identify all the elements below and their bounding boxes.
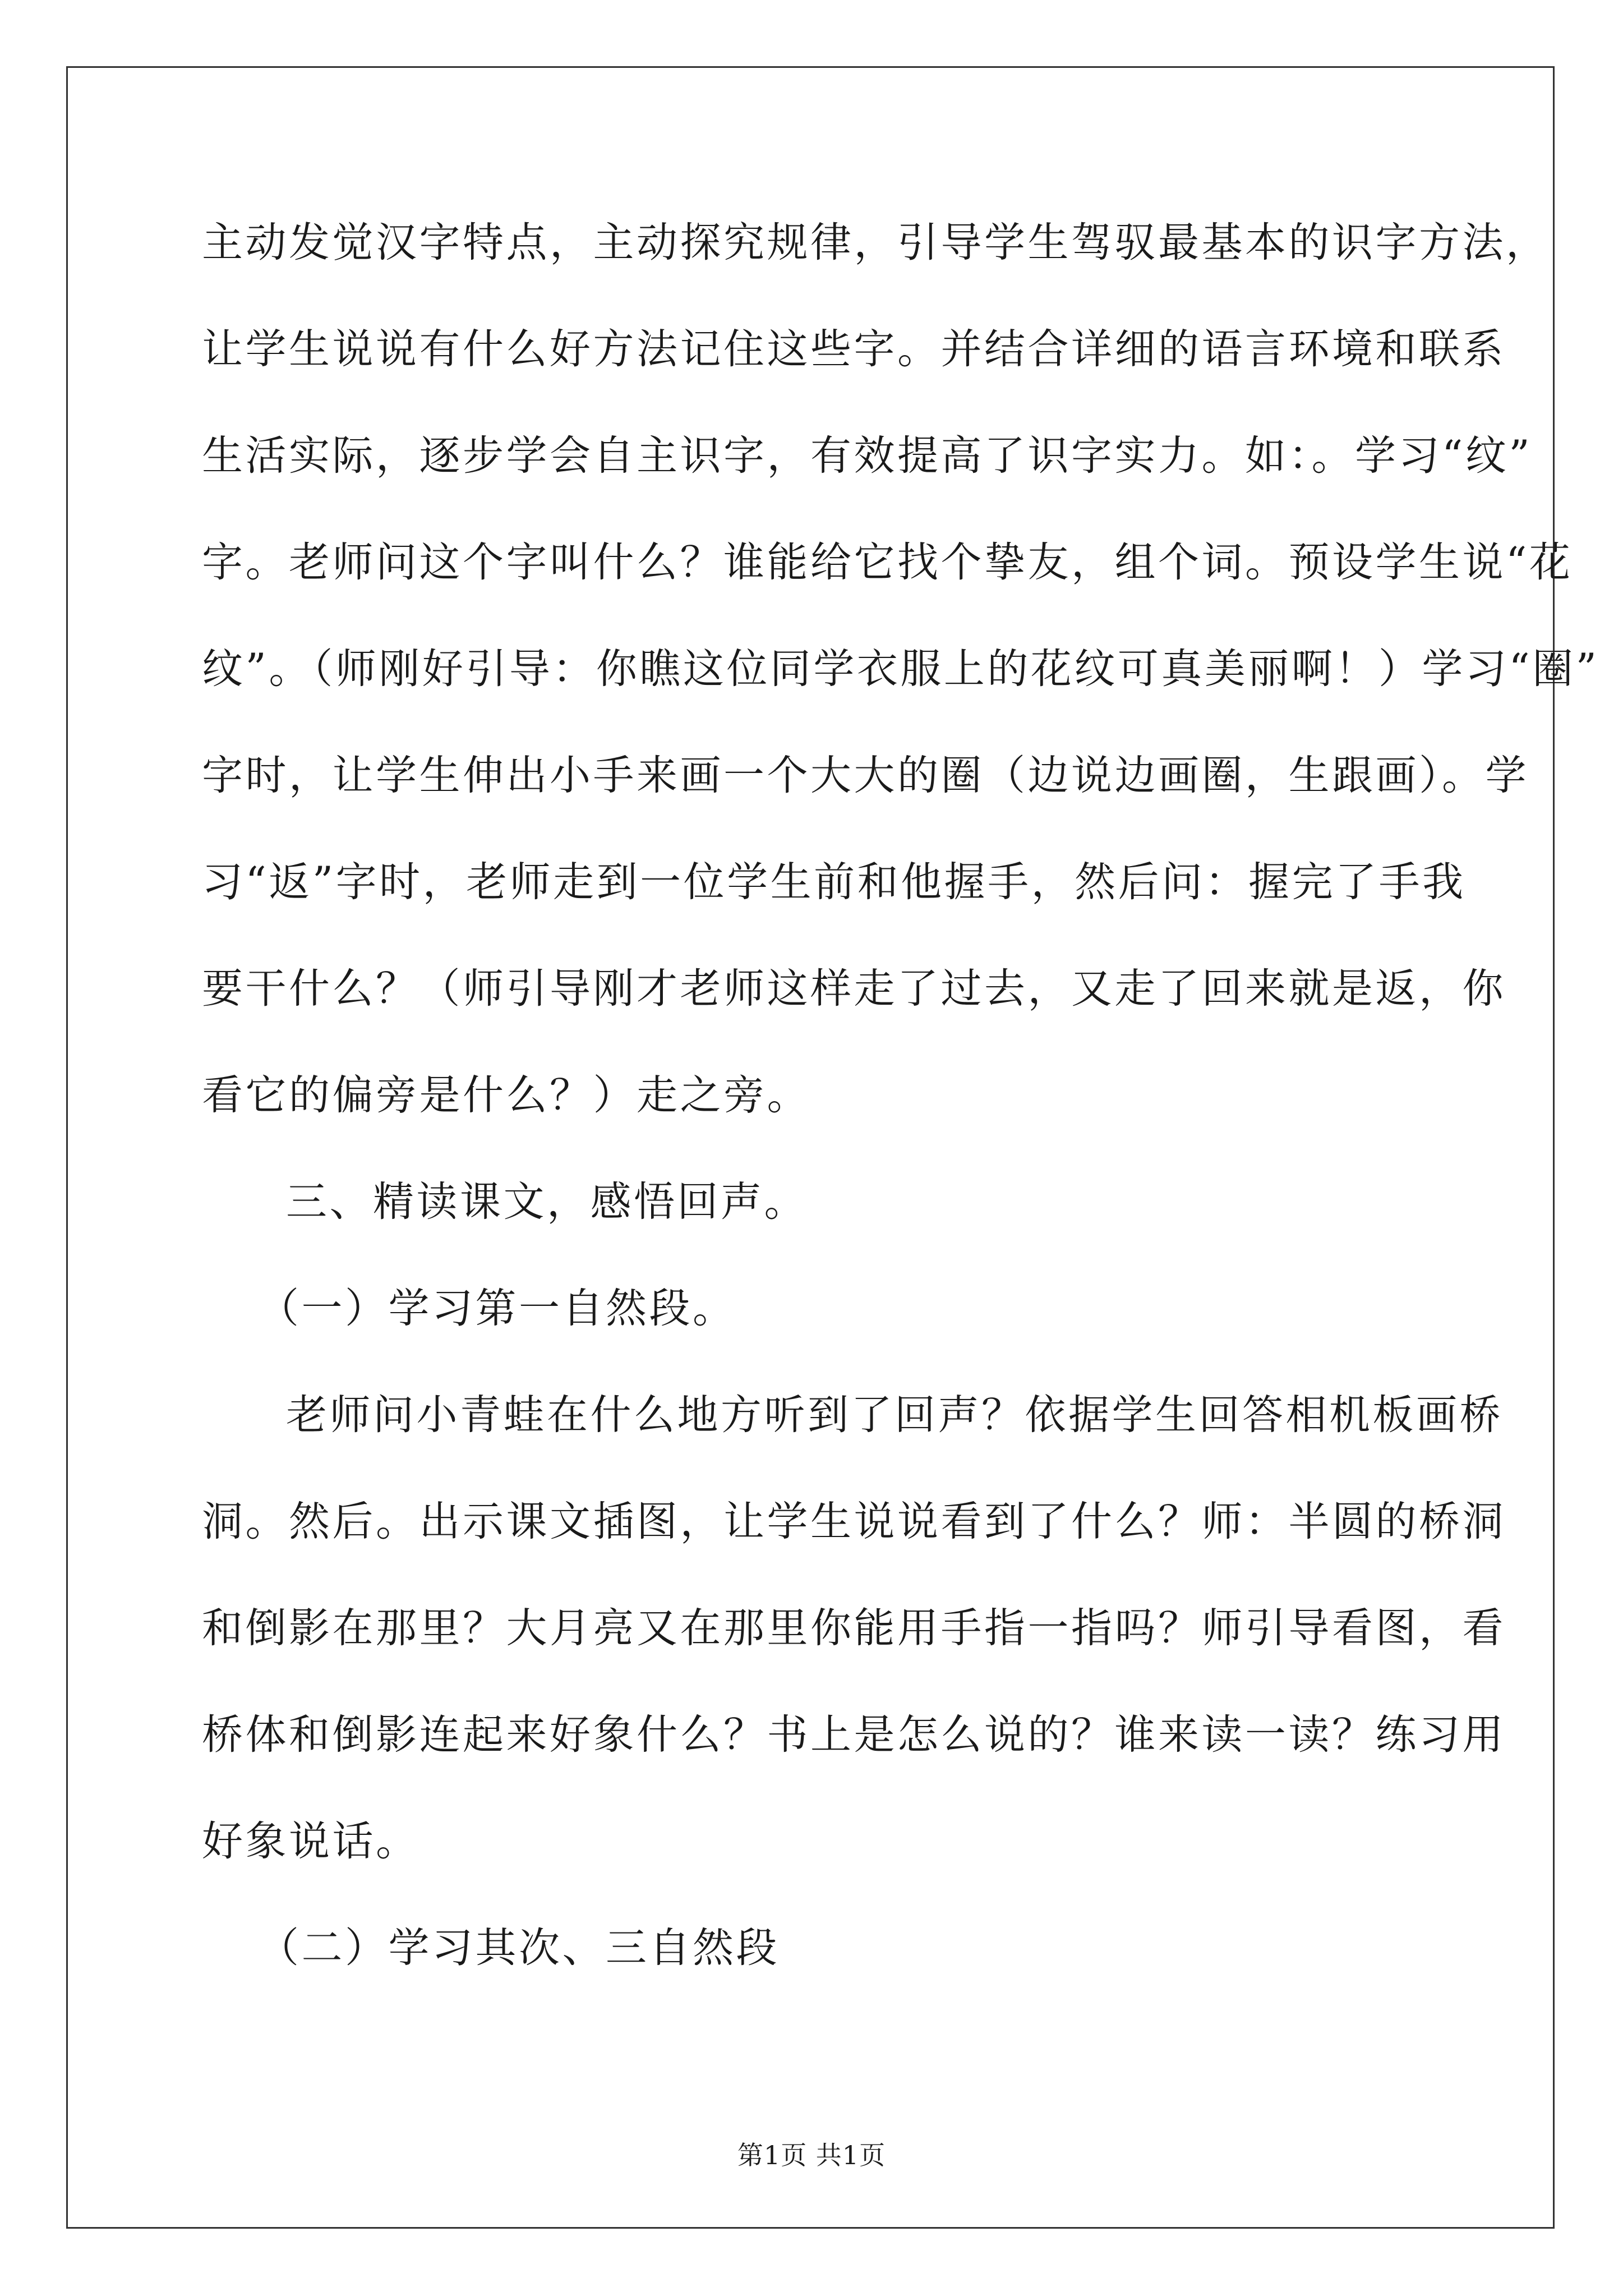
body-line-9: 看它的偏旁是什么？）走之旁。	[202, 1071, 810, 1119]
body-line-3: 生活实际，逐步学会自主识字，有效提高了识字实力。如：。学习“纹”	[202, 432, 1533, 480]
body-line-15: 桥体和倒影连起来好象什么？书上是怎么说的？谁来读一读？练习用	[202, 1711, 1506, 1759]
body-line-16: 好象说话。	[202, 1818, 419, 1865]
body-line-13: 洞。然后。出示课文插图，让学生说说看到了什么？师：半圆的桥洞	[202, 1498, 1506, 1545]
body-line-12: 老师问小青蛙在什么地方听到了回声？依据学生回答相机板画桥	[286, 1391, 1503, 1439]
body-line-4: 字。老师问这个字叫什么？谁能给它找个挚友，组个词。预设学生说“花	[202, 539, 1573, 586]
body-line-5: 纹”。（师刚好引导：你瞧这位同学衣服上的花纹可真美丽啊！）学习“圈”	[202, 645, 1599, 693]
body-line-7: 习“返”字时，老师走到一位学生前和他握手，然后问：握完了手我	[202, 858, 1466, 906]
page-border	[66, 66, 1555, 2229]
body-line-2: 让学生说说有什么好方法记住这些字。并结合详细的语言环境和联系	[202, 325, 1506, 373]
body-line-14: 和倒影在那里？大月亮又在那里你能用手指一指吗？师引导看图，看	[202, 1604, 1506, 1652]
body-line-8: 要干什么？（师引导刚才老师这样走了过去，又走了回来就是返，你	[202, 965, 1506, 1013]
section-heading-3: 三、精读课文，感悟回声。	[286, 1178, 808, 1226]
page-footer: 第1页 共1页	[737, 2140, 886, 2170]
subsection-heading-1: （一）学习第一自然段。	[258, 1285, 736, 1332]
body-line-6: 字时，让学生伸出小手来画一个大大的圈（边说边画圈，生跟画）。学	[202, 752, 1529, 799]
subsection-heading-2: （二）学习其次、三自然段	[258, 1924, 780, 1972]
body-line-1: 主动发觉汉字特点，主动探究规律，引导学生驾驭最基本的识字方法，	[202, 219, 1550, 266]
